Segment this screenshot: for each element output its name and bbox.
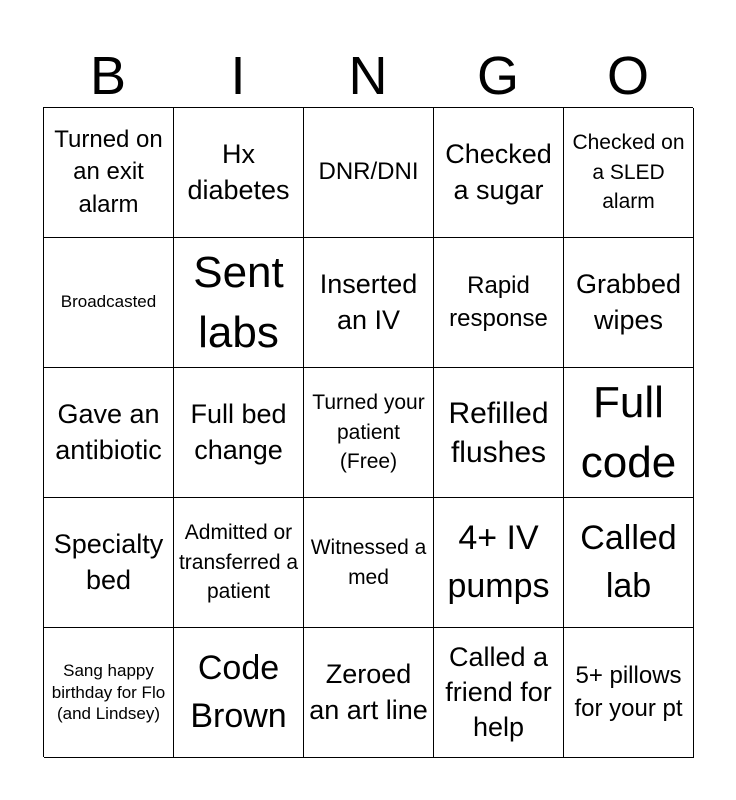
bingo-cell-r2c4[interactable] bbox=[434, 238, 564, 368]
cell-text: Broadcasted bbox=[60, 292, 157, 312]
cell-text: Hx diabetes bbox=[187, 139, 290, 205]
cell-text: Refilled flushes bbox=[448, 396, 549, 469]
bingo-cell-r5c3[interactable] bbox=[304, 628, 434, 758]
bingo-cell-r3c1[interactable] bbox=[44, 368, 174, 498]
cell-text: Called a friend for help bbox=[445, 641, 552, 743]
cell-text: Specialty bed bbox=[53, 529, 164, 595]
bingo-cell-r5c1[interactable] bbox=[44, 628, 174, 758]
header-letter-g: G bbox=[476, 46, 519, 106]
bingo-cell-r2c5[interactable] bbox=[564, 238, 694, 368]
cell-text: Witnessed a med bbox=[310, 536, 427, 589]
cell-text: Code Brown bbox=[190, 648, 287, 735]
bingo-cell-r5c4[interactable] bbox=[434, 628, 564, 758]
cell-text: Admitted or transferred a patient bbox=[178, 521, 299, 604]
cell-text: 5+ pillows for your pt bbox=[574, 662, 683, 722]
cell-text: Called lab bbox=[580, 518, 677, 605]
bingo-cell-r1c2[interactable] bbox=[174, 108, 304, 238]
cell-text: Inserted an IV bbox=[319, 269, 418, 335]
bingo-cell-r1c1[interactable] bbox=[44, 108, 174, 238]
header-letter-n: N bbox=[348, 46, 388, 106]
cell-text: Grabbed wipes bbox=[575, 269, 682, 335]
bingo-cell-r2c1[interactable] bbox=[44, 238, 174, 368]
bingo-cell-r3c3[interactable] bbox=[304, 368, 434, 498]
bingo-board bbox=[43, 107, 693, 757]
cell-text: Sang happy birthday for Flo (and Lindsey) bbox=[51, 661, 166, 724]
cell-text: Rapid response bbox=[449, 272, 548, 332]
bingo-cell-r1c5[interactable] bbox=[564, 108, 694, 238]
cell-text: Turned on an exit alarm bbox=[54, 125, 163, 218]
bingo-cell-r3c4[interactable] bbox=[434, 368, 564, 498]
bingo-cell-r2c2[interactable] bbox=[174, 238, 304, 368]
bingo-header bbox=[43, 44, 693, 108]
cell-text: DNR/DNI bbox=[318, 158, 419, 186]
cell-text: Full bed change bbox=[190, 399, 287, 465]
cell-text: Sent labs bbox=[193, 248, 284, 357]
cell-text: Zeroed an art line bbox=[309, 659, 428, 725]
cell-text: Turned your patient (Free) bbox=[312, 391, 425, 474]
bingo-cell-r1c3[interactable] bbox=[304, 108, 434, 238]
cell-text: Checked a sugar bbox=[445, 139, 552, 205]
bingo-cell-r4c3[interactable] bbox=[304, 498, 434, 628]
cell-text: Checked on a SLED alarm bbox=[572, 131, 685, 214]
bingo-cell-r5c5[interactable] bbox=[564, 628, 694, 758]
bingo-cell-r4c4[interactable] bbox=[434, 498, 564, 628]
bingo-cell-r2c3[interactable] bbox=[304, 238, 434, 368]
bingo-cell-r4c1[interactable] bbox=[44, 498, 174, 628]
cell-text: Gave an antibiotic bbox=[55, 399, 162, 465]
bingo-cell-r4c5[interactable] bbox=[564, 498, 694, 628]
bingo-cell-r4c2[interactable] bbox=[174, 498, 304, 628]
bingo-cell-r5c2[interactable] bbox=[174, 628, 304, 758]
header-letter-i: I bbox=[230, 46, 246, 106]
bingo-cell-r1c4[interactable] bbox=[434, 108, 564, 238]
header-letter-o: O bbox=[606, 46, 649, 106]
bingo-cell-r3c5[interactable] bbox=[564, 368, 694, 498]
bingo-cell-r3c2[interactable] bbox=[174, 368, 304, 498]
header-letter-b: B bbox=[89, 46, 127, 106]
cell-text: 4+ IV pumps bbox=[447, 518, 550, 605]
cell-text: Full code bbox=[580, 378, 677, 487]
